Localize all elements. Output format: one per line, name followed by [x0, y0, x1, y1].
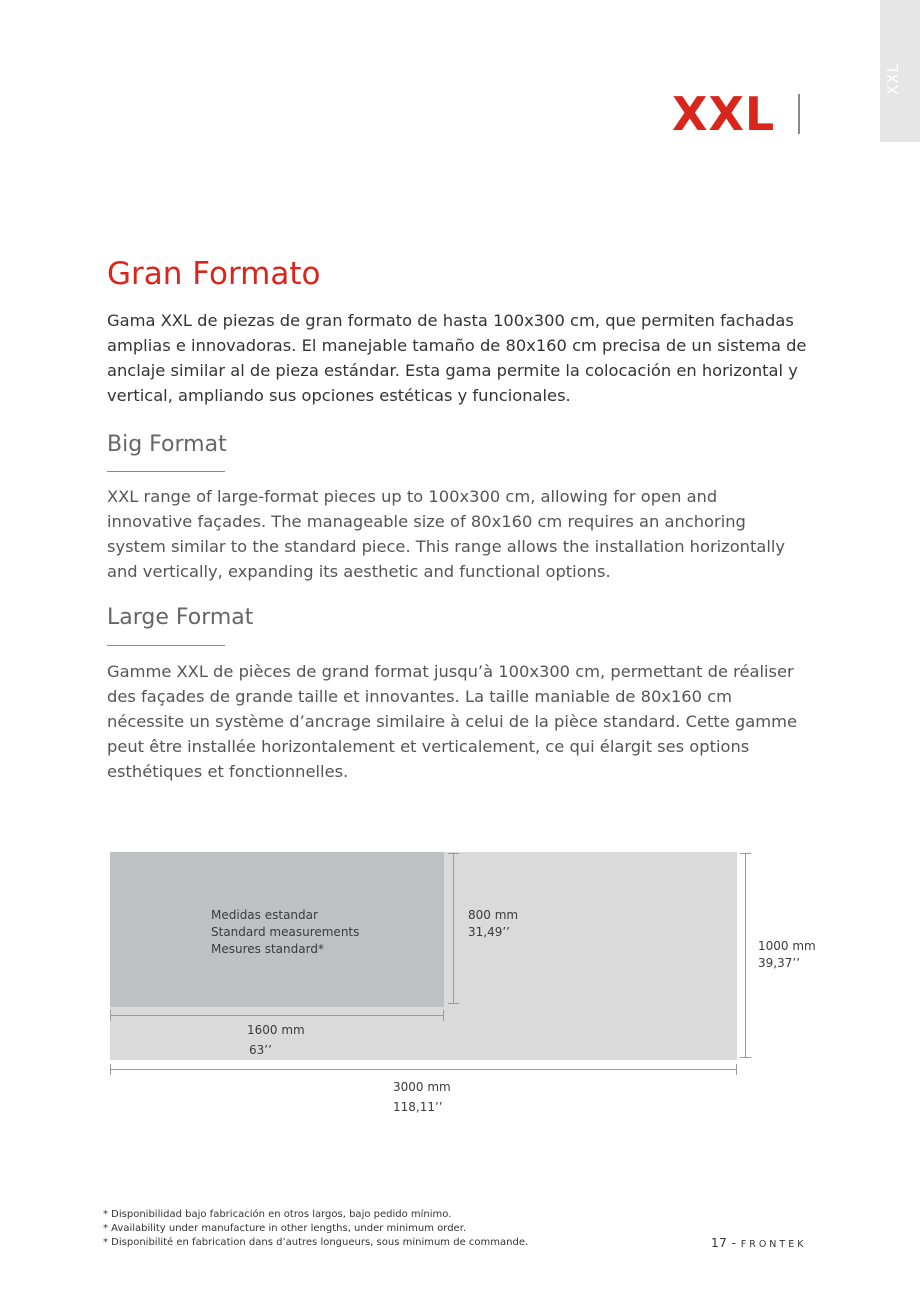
xxl-brand-mark: XXL: [672, 87, 776, 141]
standard-label-es: Medidas estandar: [211, 908, 318, 922]
xxl-height-label: [758, 938, 816, 972]
standard-label: [211, 907, 359, 958]
xxl-height-mm: 1000 mm: [758, 939, 816, 953]
english-body: XXL range of large-format pieces up to 100x300 cm, allowing for open and innovative façades. The manageable size of 80x160 cm requires an anchoring system similar to the standard piece. This range allows the installation horizontally and vertically, expanding its aesthetic and functional options.: [107, 487, 786, 581]
standard-width-mm: 1600 mm: [247, 1023, 305, 1037]
spanish-body: Gama XXL de piezas de gran formato de hasta 100x300 cm, que permiten fachadas amplias e innovadoras. El manejable tamaño de 80x160 cm precisa de un sistema de anclaje similar al de pieza estándar. Esta gama permite la colocación en horizontal y vertical, ampliando sus opciones estéticas y funcionales.: [107, 311, 807, 405]
page-separator: -: [727, 1236, 741, 1250]
standard-label-en: Standard measurements: [211, 925, 360, 939]
standard-height-label: [468, 907, 518, 941]
footnote-en: * Availability under manufacture in other lengths, under minimum order.: [103, 1223, 467, 1234]
xxl-width-mm: 3000 mm: [393, 1080, 451, 1094]
french-body: Gamme XXL de pièces de grand format jusqu’à 100x300 cm, permettant de réaliser des façades de grande taille et innovantes. La taille maniable de 80x160 cm nécessite un système d’ancrage similaire à celui de la pièce standard. Cette gamme peut être installée horizontalement et verticalement, ce qui élargit ses options esthétiques et fonctionnelles.: [107, 662, 797, 781]
xxl-width-dimension: [110, 1064, 737, 1075]
side-section-tab-label: XXL: [884, 63, 902, 95]
footnotes: [103, 1208, 663, 1250]
xxl-height-in: 39,37’’: [758, 956, 800, 970]
standard-height-in: 31,49’’: [468, 925, 510, 939]
spanish-title: Gran Formato: [107, 256, 321, 292]
page-number: 17: [711, 1236, 728, 1250]
footnote-fr: * Disponibilité en fabrication dans d’autres longueurs, sous minimum de commande.: [103, 1237, 529, 1248]
xxl-width-in: 118,11’’: [393, 1100, 443, 1114]
xxl-height-dimension: [740, 853, 751, 1058]
standard-width-label: [247, 1020, 305, 1060]
english-title: Big Format: [107, 432, 227, 457]
standard-width-in: 63’’: [249, 1043, 272, 1057]
page-footer: [711, 1236, 806, 1250]
standard-label-fr: Mesures standard*: [211, 942, 324, 956]
french-title: Large Format: [107, 605, 254, 630]
standard-height-mm: 800 mm: [468, 908, 519, 922]
xxl-width-label: [393, 1077, 451, 1117]
footnote-es: * Disponibilidad bajo fabricación en otros largos, bajo pedido mínimo.: [103, 1209, 452, 1220]
publisher-name: FRONTEK: [740, 1239, 807, 1250]
